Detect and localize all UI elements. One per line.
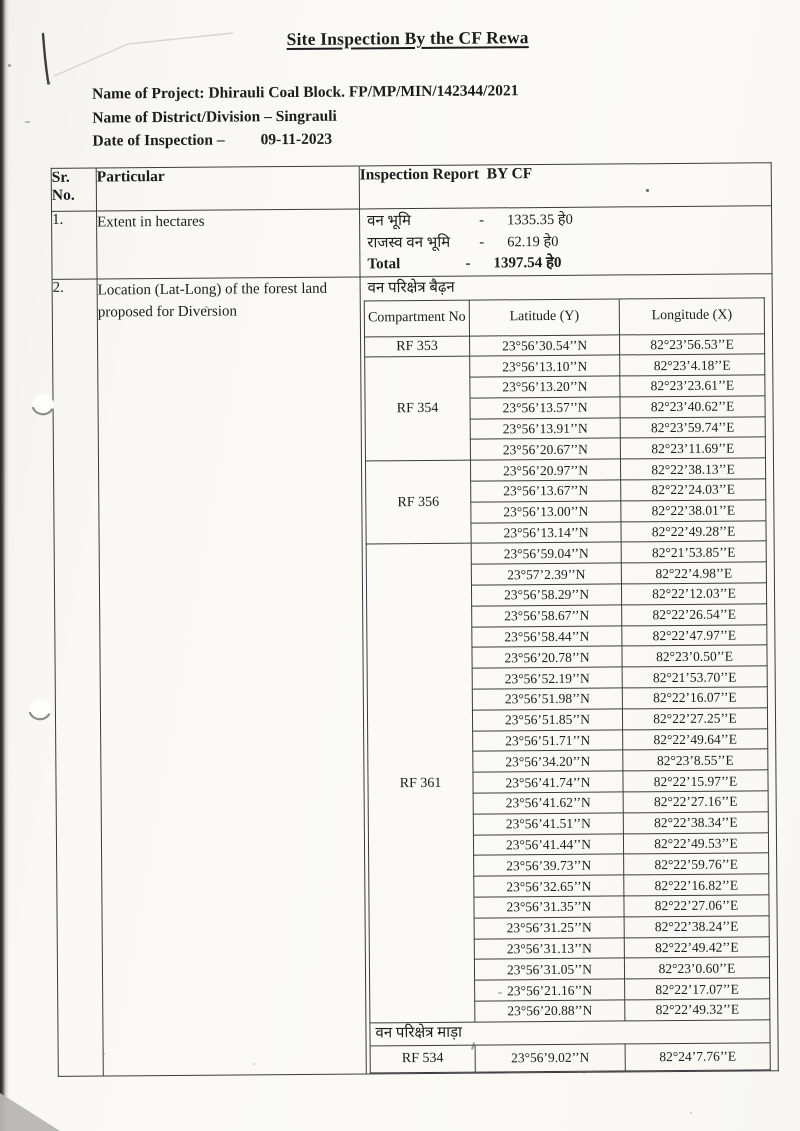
range-mada-label: वन परिक्षेत्र माड़ा: [370, 1020, 770, 1046]
latitude-cell: 23°56’13.14’’N: [471, 522, 621, 544]
longitude-cell: 82°22’49.53’’E: [623, 832, 768, 854]
row1-particular: Extent in hectares: [97, 209, 361, 279]
longitude-cell: 82°22’59.76’’E: [624, 853, 769, 875]
ink-speck: [103, 1053, 105, 1055]
latitude-cell: 23°56’41.74’’N: [473, 771, 623, 793]
latitude-cell: 23°56’39.73’’N: [474, 854, 624, 876]
latitude-cell: 23°56’20.97’’N: [470, 459, 620, 481]
latitude-cell: 23°56’51.71’’N: [473, 730, 623, 752]
scan-edge-shadow: [0, 0, 9, 1131]
total-line: Total - 1397.54 हे0: [367, 254, 562, 273]
longitude-cell: 82°21’53.85’’E: [621, 541, 766, 563]
punch-hole: [27, 698, 53, 724]
compartment-cell: RF 353: [365, 336, 470, 358]
ink-speck: [498, 992, 502, 994]
longitude-cell: 82°22’12.03’’E: [621, 583, 766, 605]
longitude-cell: 82°23’4.18’’E: [620, 354, 765, 376]
row2-particular: Location (Lat-Long) of the forest land proposed for Diversion: [97, 276, 366, 1075]
pen-mark: [28, 26, 258, 101]
ink-speck: [205, 306, 208, 308]
range-baidhan-label: वन परिक्षेत्र बैढ़न: [367, 279, 455, 296]
inspection-date-value: 09-11-2023: [260, 130, 333, 149]
longitude-cell: 82°22’49.42’’E: [624, 936, 769, 958]
ink-speck: [690, 1112, 692, 1114]
latitude-cell: 23°56’13.67’’N: [471, 480, 621, 502]
latitude-cell: 23°56’13.57’’N: [470, 397, 620, 419]
longitude-cell: 82°22’38.01’’E: [621, 500, 766, 522]
latitude-cell: 23°56’34.20’’N: [473, 750, 623, 772]
latitude-cell: 23°56’51.85’’N: [472, 709, 622, 731]
longitude-cell: 82°22’49.64’’E: [623, 728, 768, 750]
latitude-cell: 23°56’32.65’’N: [474, 875, 624, 897]
project-name-line: Name of Project: Dhirauli Coal Block. FP/MP/MIN/142344/2021: [92, 82, 519, 103]
longitude-cell: 82°23’59.74’’E: [620, 416, 765, 438]
longitude-cell: 82°22’26.54’’E: [622, 604, 767, 626]
longitude-cell: 82°22’38.24’’E: [624, 916, 769, 938]
latitude-cell: 23°57’2.39’’N: [471, 563, 621, 585]
range-mada-row: [370, 1020, 770, 1046]
latitude-cell: 23°56’20.88’’N: [475, 1000, 625, 1022]
latitude-cell: 23°56’58.67’’N: [472, 605, 622, 627]
latitude-cell: 23°56’21.16’’N: [475, 979, 625, 1001]
row-extent-in-hectares: [52, 206, 773, 279]
latitude-cell: 23°56’13.20’’N: [470, 376, 620, 398]
longitude-cell: 82°22’47.97’’E: [622, 624, 767, 646]
compartment-header: Compartment No: [364, 300, 469, 337]
longitude-cell: 82°24’7.76’’E: [625, 1043, 770, 1071]
longitude-cell: 82°21’53.70’’E: [622, 666, 767, 688]
latitude-cell: 23°56’9.02’’N: [475, 1044, 625, 1072]
longitude-cell: 82°22’15.97’’E: [623, 770, 768, 792]
sr-no-header: Sr. No.: [51, 168, 96, 211]
coordinate-header-row: [364, 297, 764, 336]
row2-serial: 2.: [52, 279, 103, 1077]
ink-speck: [8, 64, 11, 67]
latitude-header: Latitude (Y): [469, 298, 619, 335]
inspection-report-header: Inspection Report BY CF: [359, 163, 771, 209]
punch-hole: [30, 393, 56, 419]
corner-fold-shadow: [0, 1093, 60, 1131]
ink-speck: [25, 121, 30, 123]
row1-serial: 1.: [52, 211, 98, 279]
latitude-cell: 23°56’41.44’’N: [473, 834, 623, 856]
longitude-cell: 82°23’0.60’’E: [624, 957, 769, 979]
latitude-cell: 23°56’51.98’’N: [472, 688, 622, 710]
compartment-cell: RF 361: [366, 544, 475, 1023]
ink-speck: [253, 1063, 255, 1065]
latitude-cell: 23°56’20.78’’N: [472, 646, 622, 668]
longitude-cell: 82°22’38.13’’E: [620, 458, 765, 480]
coordinate-table: [364, 297, 771, 1073]
coord-row: [370, 1043, 770, 1073]
longitude-cell: 82°23’23.61’’E: [620, 375, 765, 397]
latitude-cell: 23°56’31.35’’N: [474, 896, 624, 918]
latitude-cell: 23°56’58.44’’N: [472, 626, 622, 648]
latitude-cell: 23°56’13.91’’N: [470, 418, 620, 440]
page-title: Site Inspection By the CF Rewa: [286, 27, 529, 50]
latitude-cell: 23°56’31.25’’N: [474, 917, 624, 939]
latitude-cell: 23°56’20.67’’N: [470, 438, 620, 460]
row-location-lat-long: [52, 273, 778, 1076]
longitude-cell: 82°22’24.03’’E: [621, 479, 766, 501]
compartment-cell: RF 534: [370, 1045, 475, 1073]
ink-speck: [646, 189, 649, 192]
table-header-row: [51, 163, 771, 212]
ink-speck: [583, 1072, 585, 1074]
district-division-line: Name of District/Division – Singrauli: [92, 107, 337, 127]
latitude-cell: 23°56’41.51’’N: [473, 813, 623, 835]
latitude-cell: 23°56’41.62’’N: [473, 792, 623, 814]
longitude-cell: 82°22’27.25’’E: [622, 708, 767, 730]
longitude-cell: 82°22’16.82’’E: [624, 874, 769, 896]
latitude-cell: 23°56’59.04’’N: [471, 542, 621, 564]
latitude-cell: 23°56’13.00’’N: [471, 501, 621, 523]
latitude-cell: 23°56’31.13’’N: [474, 938, 624, 960]
particular-header: Particular: [96, 166, 359, 211]
latitude-cell: 23°56’58.29’’N: [471, 584, 621, 606]
longitude-cell: 82°22’16.07’’E: [622, 687, 767, 709]
longitude-cell: 82°22’49.28’’E: [621, 520, 766, 542]
compartment-cell: RF 354: [365, 356, 471, 461]
forest-land-line: वन भूमि - 1335.35 हे0: [367, 211, 573, 230]
longitude-cell: 82°22’49.32’’E: [625, 999, 770, 1021]
longitude-header: Longitude (X): [619, 297, 764, 334]
longitude-cell: 82°22’17.07’’E: [625, 978, 770, 1000]
longitude-cell: 82°22’38.34’’E: [623, 812, 768, 834]
latitude-cell: 23°56’13.10’’N: [470, 355, 620, 377]
compartment-cell: RF 356: [365, 460, 471, 544]
inspection-date-label: Date of Inspection –: [92, 131, 225, 150]
longitude-cell: 82°22’27.06’’E: [624, 895, 769, 917]
latitude-cell: 23°56’30.54’’N: [470, 334, 620, 356]
extent-values: [360, 206, 772, 276]
revenue-forest-land-line: राजस्व वन भूमि - 62.19 हे0: [367, 233, 559, 251]
longitude-cell: 82°22’4.98’’E: [621, 562, 766, 584]
inspection-table: [51, 162, 779, 1076]
longitude-cell: 82°23’11.69’’E: [620, 437, 765, 459]
latitude-cell: 23°56’52.19’’N: [472, 667, 622, 689]
inspection-date-line: [92, 126, 518, 153]
longitude-cell: 82°22’27.16’’E: [623, 791, 768, 813]
longitude-cell: 82°23’40.62’’E: [620, 396, 765, 418]
longitude-cell: 82°23’8.55’’E: [623, 749, 768, 771]
longitude-cell: 82°23’56.53’’E: [620, 333, 765, 355]
longitude-cell: 82°23’0.50’’E: [622, 645, 767, 667]
latitude-cell: 23°56’31.05’’N: [474, 958, 624, 980]
